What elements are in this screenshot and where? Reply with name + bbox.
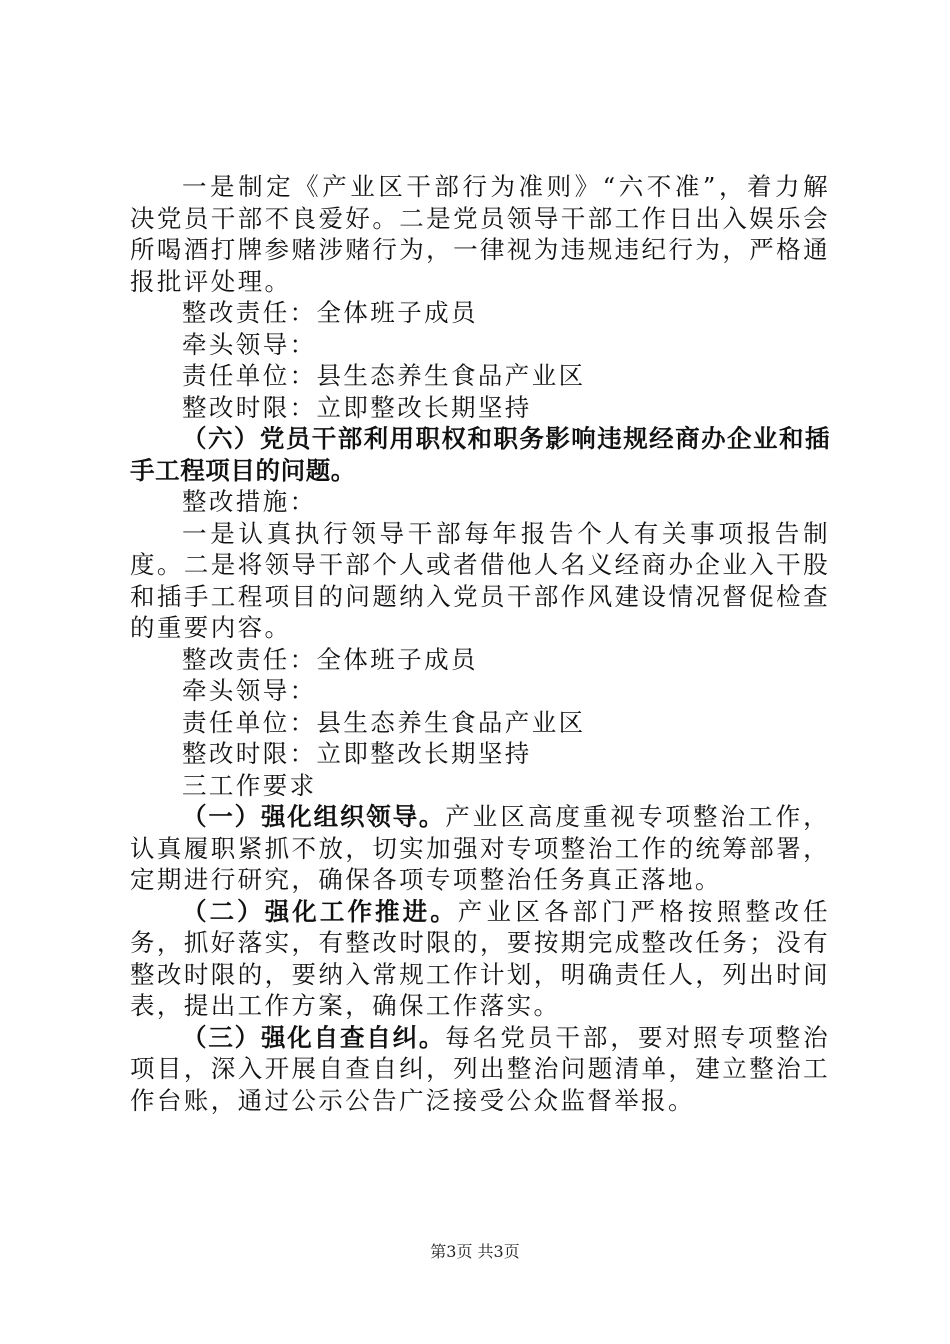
requirement-2-lead: （二）强化工作推进。 (182, 896, 458, 926)
requirement-1 (130, 801, 830, 896)
requirement-3-text: 每名党员干部，要对照专项整治项目，深入开展自查自纠，列出整治问题清单，建立整治工作台账，通过公示公告广泛接受公众监督举报。 (130, 1022, 830, 1115)
requirement-3-lead: （三）强化自查自纠。 (182, 1022, 446, 1052)
requirement-1-lead: （一）强化组织领导。 (182, 802, 446, 831)
requirement-3 (130, 1022, 830, 1117)
measures-label: 整改措施： (182, 487, 317, 516)
responsibility-line: 整改责任：全体班子成员 (182, 298, 478, 327)
requirement-2-text: 产业区各部门严格按照整改任务，抓好落实，有整改时限的，要按期完成整改任务；没有整改时限的，要纳入常规工作计划，明确责任人，列出时间表，提出工作方案，确保工作落实。 (130, 896, 831, 1020)
document-body (130, 171, 830, 1116)
section-6-heading: （六）党员干部利用职权和职务影响违规经商办企业和插手工程项目的问题。 (130, 424, 830, 485)
paragraph-measures-6: 一是认真执行领导干部每年报告个人有关事项报告制度。二是将领导干部个人或者借他人名义经商办企业入干股和插手工程项目的问题纳入党员干部作风建设情况督促检查的重要内容。 (130, 518, 830, 642)
unit-line: 责任单位：县生态养生食品产业区 (182, 361, 586, 390)
section-3-title: 三工作要求 (182, 770, 317, 800)
responsibility-line: 整改责任：全体班子成员 (182, 644, 478, 674)
unit-line: 责任单位：县生态养生食品产业区 (182, 707, 586, 737)
leader-line: 牵头领导： (182, 329, 317, 359)
leader-line: 牵头领导： (182, 676, 317, 705)
page-number-footer: 第3页 共3页 (430, 1242, 520, 1261)
deadline-line: 整改时限：立即整改长期坚持 (182, 392, 532, 422)
requirement-2 (130, 896, 830, 1022)
requirement-1-text: 产业区高度重视专项整治工作，认真履职紧抓不放，切实加强对专项整治工作的统筹部署，定期进行研究，确保各项专项整治任务真正落地。 (130, 802, 830, 894)
deadline-line: 整改时限：立即整改长期坚持 (182, 739, 532, 768)
paragraph-measures-5: 一是制定《产业区干部行为准则》“六不准”，着力解决党员干部不良爱好。二是党员领导干部工作日出入娱乐会所喝酒打牌参赌涉赌行为，一律视为违规违纪行为，严格通报批评处理。 (130, 172, 830, 296)
